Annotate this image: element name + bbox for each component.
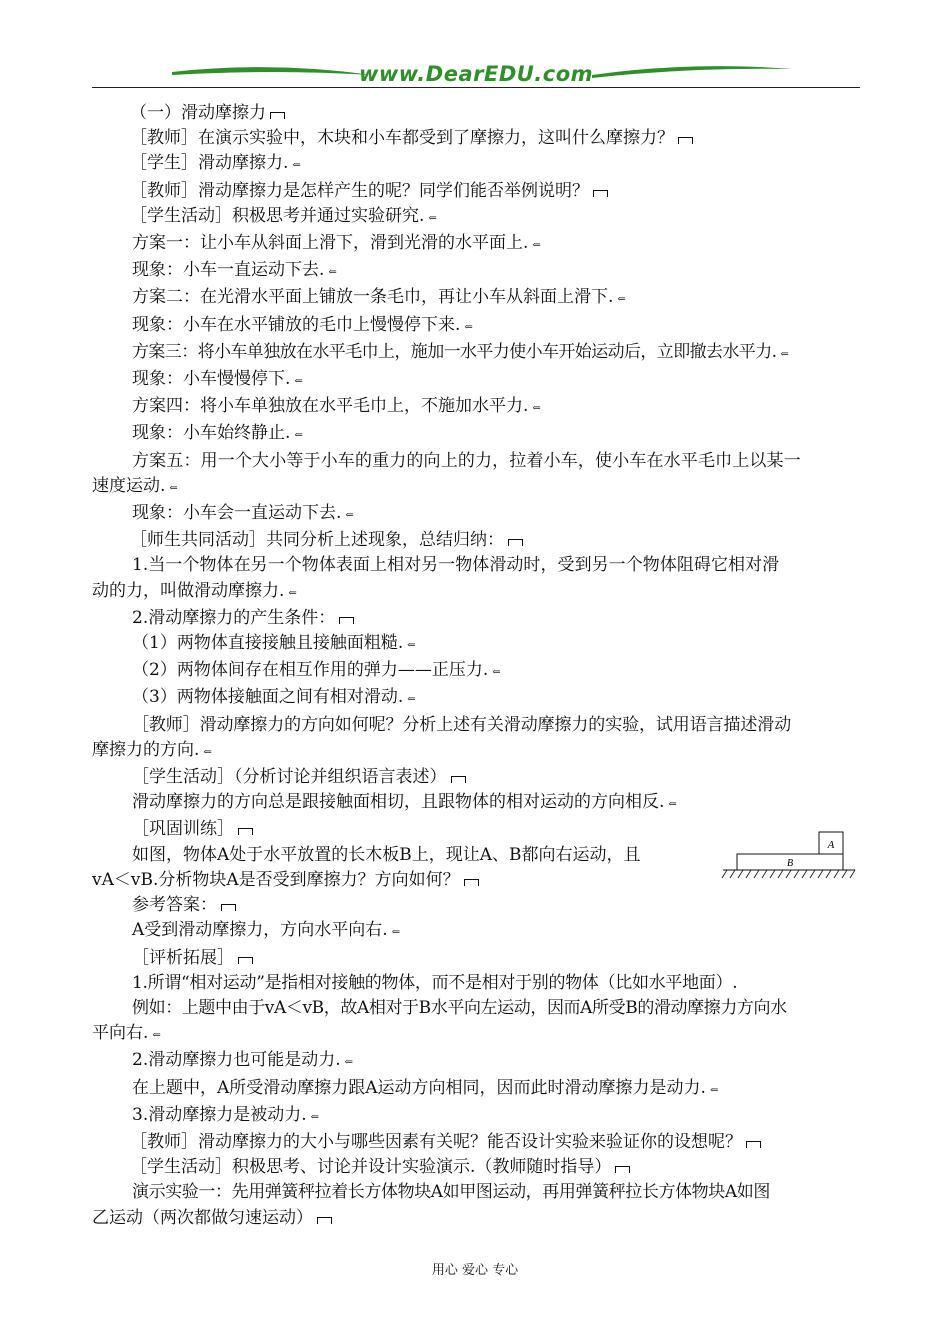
text-line: 演示实验一：先用弹簧秤拉着长方体物块A如甲图运动，再用弹簧秤拉长方体物块A如图 xyxy=(132,1182,770,1203)
text-line: 方案四：将小车单独放在水平毛巾上，不施加水平力. ⇐ xyxy=(132,396,541,417)
text-line: 现象：小车会一直运动下去. ⇐ xyxy=(132,503,354,524)
site-logo-text: www.DearEDU.com xyxy=(358,62,594,86)
text-line: ［学生］滑动摩擦力. ⇐ xyxy=(130,153,301,174)
text-line: 1.所谓“相对运动”是指相对接触的物体，而不是相对于别的物体（比如水平地面）. xyxy=(132,972,738,993)
text-line: 现象：小车一直运动下去. ⇐ xyxy=(132,260,337,281)
board-b-label: B xyxy=(786,858,794,869)
text-line: 动的力，叫做滑动摩擦力. ⇐ xyxy=(92,580,297,601)
text-line: 现象：小车慢慢停下. ⇐ xyxy=(132,369,303,390)
text-line: 参考答案： xyxy=(92,893,862,918)
text-line: 例如：上题中由于vA＜vB，故A相对于B水平向左运动，因而A所受B的滑动摩擦力方向水 xyxy=(132,997,787,1018)
text-line: 现象：小车始终静止. ⇐ xyxy=(132,423,303,444)
text-line: 1.当一个物体在另一个物体表面上相对另一物体滑动时，受到另一个物体阻碍它相对滑 xyxy=(132,555,780,576)
text-line: 方案二：在光滑水平面上铺放一条毛巾，再让小车从斜面上滑下. ⇐ xyxy=(132,287,626,308)
text-line: 3.滑动摩擦力是被动力. ⇐ xyxy=(132,1104,320,1125)
text-line: （2）两物体间存在相互作用的弹力——正压力. ⇐ xyxy=(132,660,501,681)
text-line: （3）两物体接触面之间有相对滑动. ⇐ xyxy=(132,687,416,708)
text-line: 方案三：将小车单独放在水平毛巾上，施加一水平力使小车开始运动后，立即撤去水平力. ⇐ xyxy=(132,341,789,362)
text-line: ［学生活动］积极思考并通过实验研究. ⇐ xyxy=(130,205,437,226)
text-line: ［教师］滑动摩擦力的方向如何呢？分析上述有关滑动摩擦力的实验，试用语言描述滑动 xyxy=(132,714,792,735)
text-line: 方案五：用一个大小等于小车的重力的向上的力，拉着小车，使小车在水平毛巾上以某一 xyxy=(132,450,801,471)
page-footer: 用心 爱心 专心 xyxy=(431,1263,519,1278)
ground-hatching xyxy=(722,870,855,878)
header-rule xyxy=(92,87,860,88)
text-line: 滑动摩擦力的方向总是跟接触面相切，且跟物体的相对运动的方向相反. ⇐ xyxy=(132,792,677,813)
text-line: 如图，物体A处于水平放置的长木板B上，现让A、B都向右运动，且 xyxy=(132,844,641,865)
text-line: ［教师］在演示实验中，木块和小车都受到了摩擦力，这叫什么摩擦力？ xyxy=(92,126,862,151)
text-line: ［学生活动］积极思考、讨论并设计实验演示.（教师随时指导） xyxy=(92,1155,862,1180)
text-line: 在上题中，A所受滑动摩擦力跟A运动方向相同，因而此时滑动摩擦力是动力. ⇐ xyxy=(132,1077,719,1098)
text-line: （1）两物体直接接触且接触面粗糙. ⇐ xyxy=(132,633,416,654)
text-line: ［师生共同活动］共同分析上述现象，总结归纳： xyxy=(92,528,862,553)
text-line: 摩擦力的方向. ⇐ xyxy=(92,739,212,760)
block-on-board-figure xyxy=(721,830,857,884)
text-line: 现象：小车在水平铺放的毛巾上慢慢停下来. ⇐ xyxy=(132,314,473,335)
text-line: 平向右. ⇐ xyxy=(92,1023,161,1044)
text-line: ［学生活动］（分析讨论并组织语言表述） xyxy=(92,765,862,790)
block-a-label: A xyxy=(827,839,835,851)
text-line: 2.滑动摩擦力的产生条件： xyxy=(92,606,862,631)
right-swoosh-decoration xyxy=(592,63,792,81)
text-line: ［教师］滑动摩擦力的大小与哪些因素有关呢？能否设计实验来验证你的设想呢？ xyxy=(92,1130,862,1155)
text-line: 方案一：让小车从斜面上滑下，滑到光滑的水平面上. ⇐ xyxy=(132,233,541,254)
text-line: ［评析拓展］ xyxy=(92,946,862,971)
text-line: vA＜vB.分析物块A是否受到摩擦力？方向如何？ xyxy=(92,868,862,893)
page-header xyxy=(92,58,860,98)
text-line: 速度运动. ⇐ xyxy=(92,475,178,496)
text-line: 乙运动（两次都做匀速运动） xyxy=(92,1206,862,1231)
text-line: （一）滑动摩擦力 xyxy=(92,101,862,126)
text-line: 2.滑动摩擦力也可能是动力. ⇐ xyxy=(132,1050,354,1071)
document-body xyxy=(92,101,862,1231)
text-line: A受到滑动摩擦力，方向水平向右. ⇐ xyxy=(132,920,401,941)
text-line: ［巩固训练］ xyxy=(92,817,862,842)
text-line: ［教师］滑动摩擦力是怎样产生的呢？同学们能否举例说明？ xyxy=(92,179,862,204)
